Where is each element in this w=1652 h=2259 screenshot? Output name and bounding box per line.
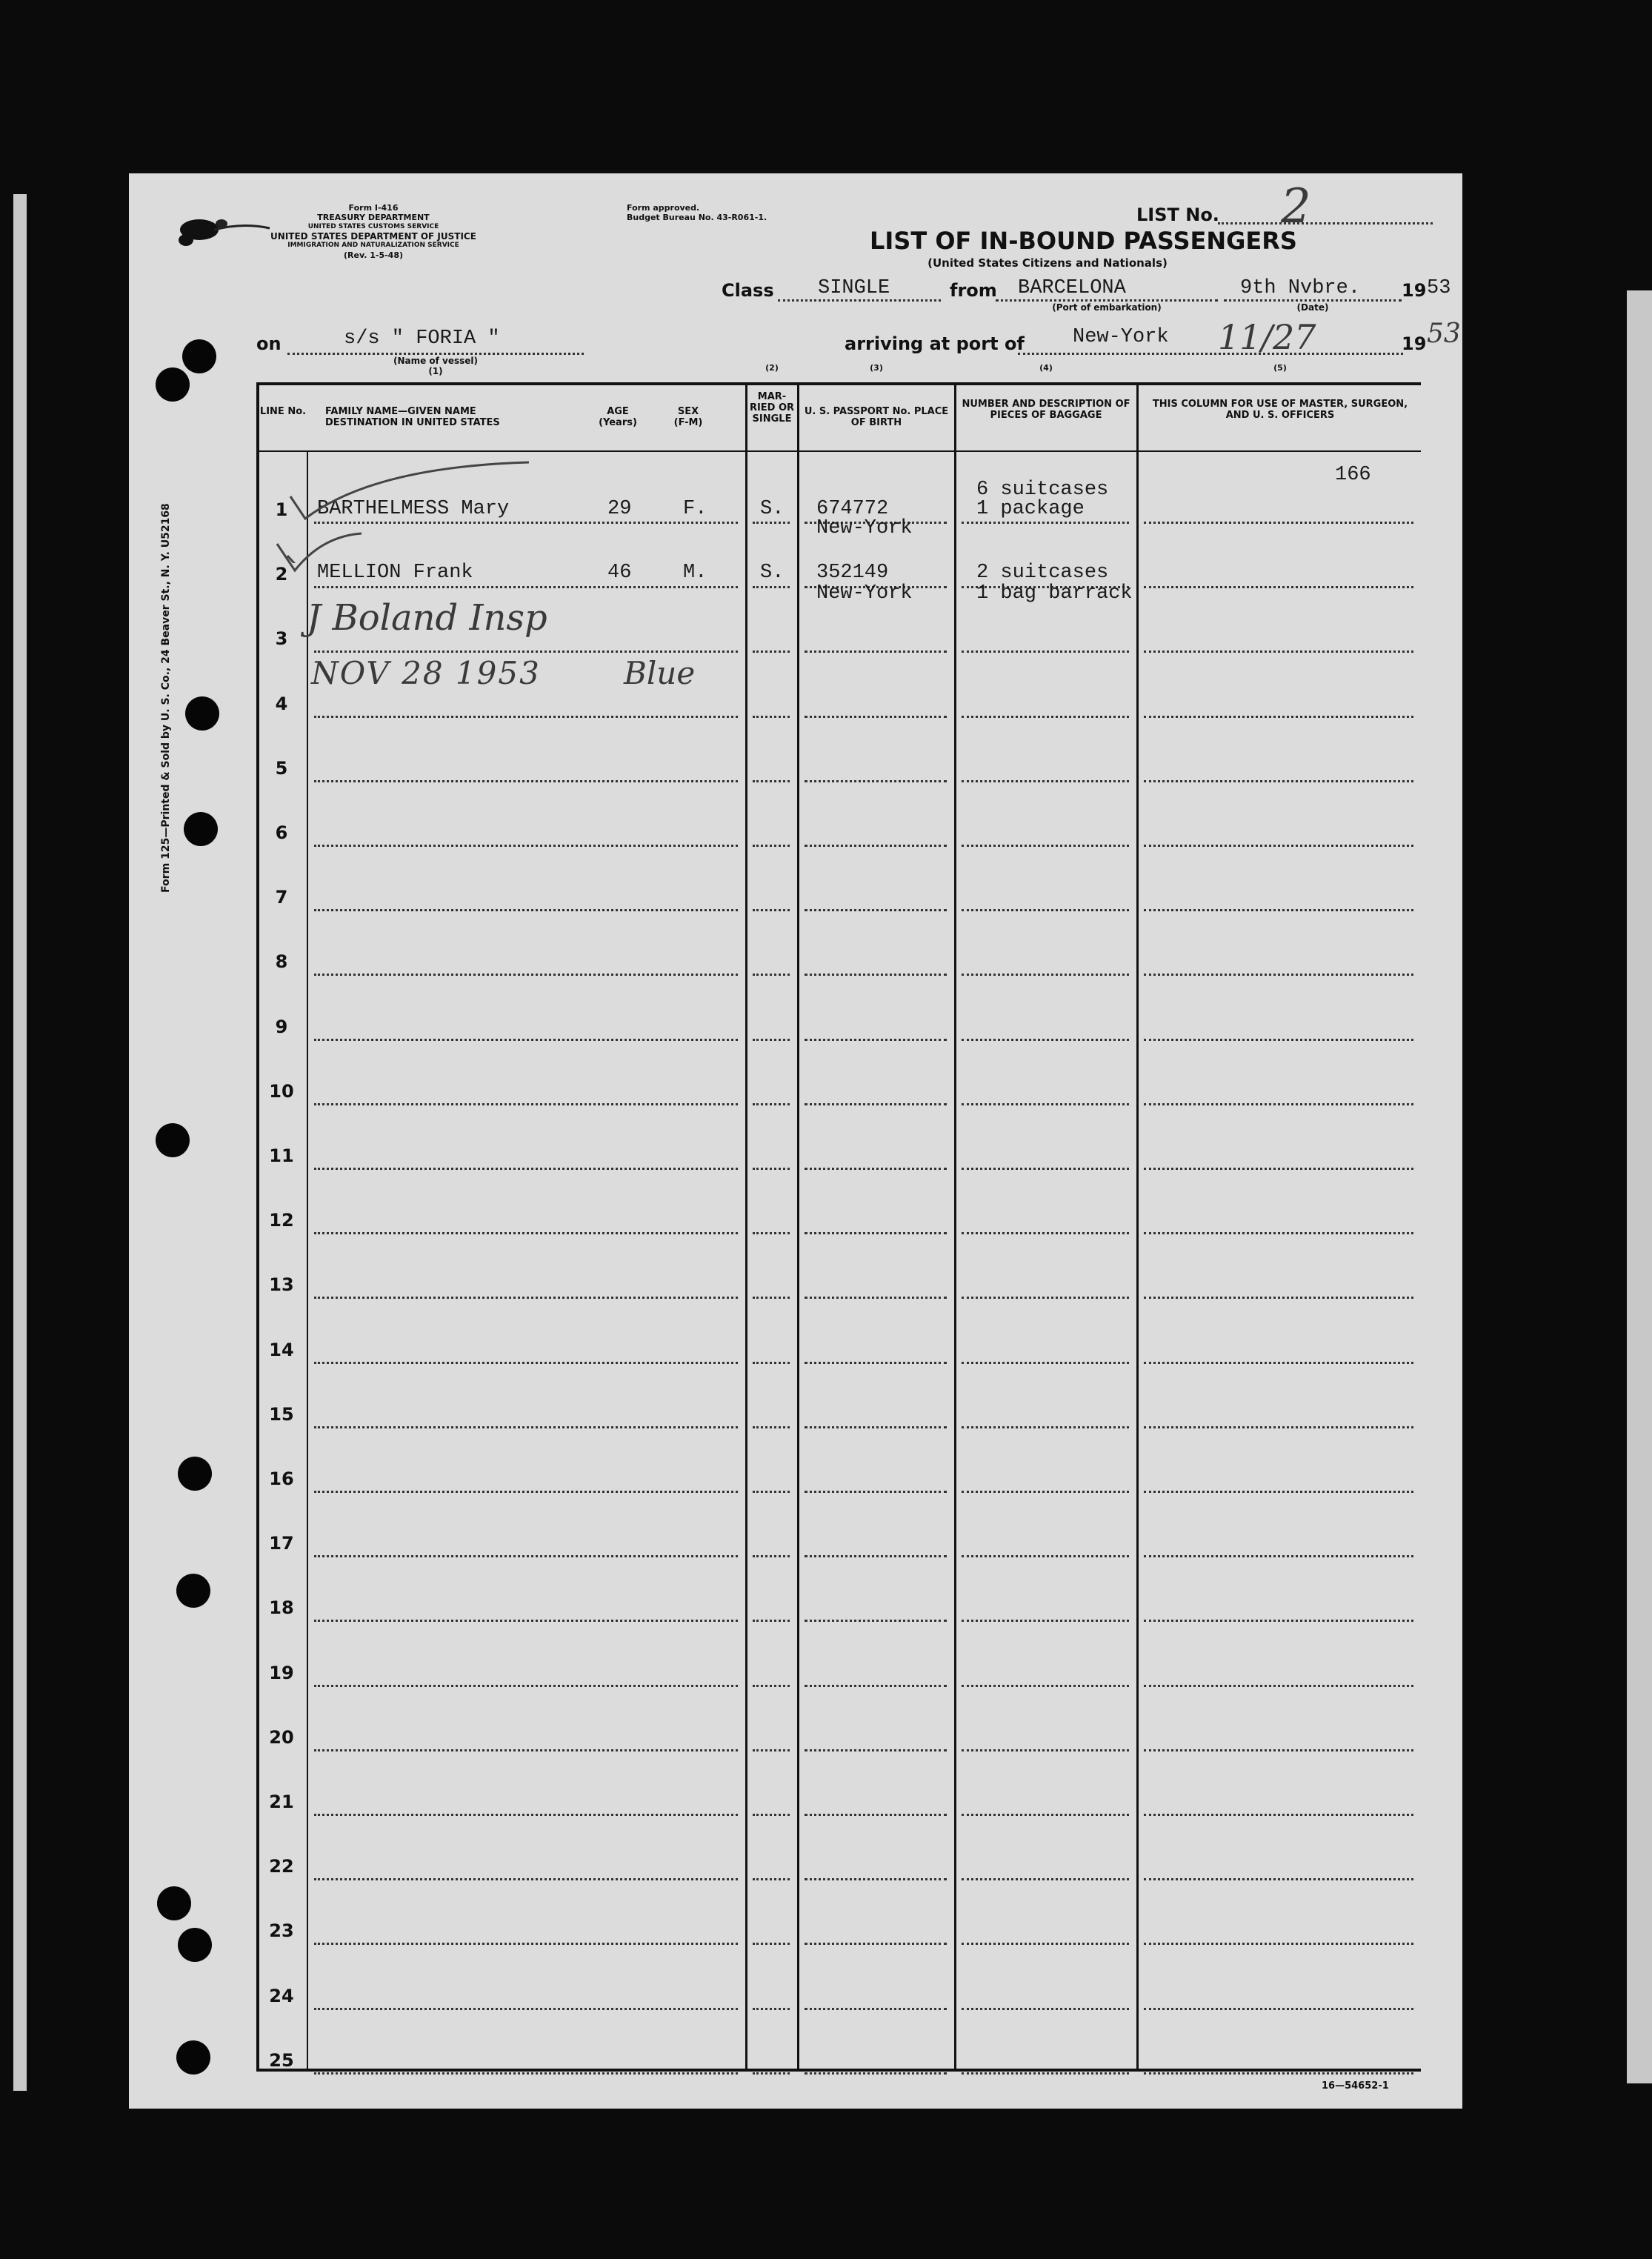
row-rule [753, 586, 790, 588]
arrival-port: New-York [1073, 326, 1169, 348]
row-rule [805, 1039, 947, 1041]
row-rule [753, 1232, 790, 1234]
row-rule [314, 1039, 738, 1041]
row-rule [962, 2072, 1129, 2075]
binder-hole [182, 339, 216, 373]
row-rule [753, 1749, 790, 1751]
row-rule [1144, 1749, 1413, 1751]
header-age: AGE (Years) [599, 406, 637, 428]
header-officers: THIS COLUMN FOR USE OF MASTER, SURGEON, AND U. S. OFFICERS [1152, 399, 1408, 421]
check-mark-icon [270, 529, 366, 581]
row-rule [962, 522, 1129, 524]
line-number: 24 [269, 1986, 294, 2006]
row-rule [1144, 909, 1413, 911]
row-rule [962, 1039, 1129, 1041]
port-of-embarkation: BARCELONA [1018, 277, 1126, 299]
row-rule [962, 1491, 1129, 1493]
row-rule [805, 1168, 947, 1170]
row-rule [805, 1426, 947, 1428]
passenger-1-passport: 674772 [816, 498, 889, 520]
row-rule [753, 1878, 790, 1880]
row-rule [1144, 1232, 1413, 1234]
row-rule [962, 780, 1129, 782]
row-rule [962, 2008, 1129, 2010]
row-rule [1144, 1039, 1413, 1041]
row-rule [753, 716, 790, 718]
revision-date: (Rev. 1-5-48) [343, 250, 403, 260]
row-rule [753, 1362, 790, 1364]
header-family-name: FAMILY NAME—GIVEN NAME DESTINATION IN UNITED STATES [325, 406, 500, 428]
row-rule [962, 716, 1129, 718]
line-number: 12 [269, 1210, 294, 1231]
line-number: 18 [269, 1597, 294, 1618]
customs-service: UNITED STATES CUSTOMS SERVICE [307, 223, 439, 230]
row-rule [1144, 2072, 1413, 2075]
passenger-2-passport: 352149 [816, 562, 889, 584]
row-rule [1144, 1426, 1413, 1428]
arrival-date-handwritten: 11/27 [1218, 317, 1316, 357]
passenger-2-baggage-1: 2 suitcases [976, 562, 1109, 584]
row-rule [1144, 974, 1413, 976]
form-approved: Form approved. [627, 203, 700, 213]
date-caption: (Date) [1296, 302, 1329, 313]
passport-divider [954, 384, 956, 2070]
line-number: 11 [269, 1145, 294, 1166]
row-rule [1144, 1814, 1413, 1816]
binder-hole [176, 1574, 210, 1608]
row-rule [314, 974, 738, 976]
inspector-initials: Blue [624, 655, 696, 691]
line-number: 21 [269, 1791, 294, 1812]
row-rule [962, 974, 1129, 976]
row-rule [753, 1943, 790, 1945]
row-rule [1144, 1943, 1413, 1945]
passenger-2-birthplace: New-York [816, 582, 913, 605]
row-rule [805, 845, 947, 847]
department-of-justice: UNITED STATES DEPARTMENT OF JUSTICE [270, 231, 476, 242]
row-rule [753, 1620, 790, 1622]
row-rule [753, 522, 790, 524]
line-number: 6 [275, 822, 288, 843]
row-rule [314, 1232, 738, 1234]
row-rule [805, 1685, 947, 1687]
row-rule [962, 1878, 1129, 1880]
line-number: 4 [275, 693, 288, 714]
treasury-department: TREASURY DEPARTMENT [317, 213, 430, 222]
passenger-2-age: 46 [607, 562, 632, 584]
row-rule [314, 651, 738, 653]
row-rule [962, 1685, 1129, 1687]
row-rule [314, 1943, 738, 1945]
row-rule [1144, 522, 1413, 524]
line-number: 9 [275, 1017, 288, 1037]
printer-imprint: Form 125—Printed & Sold by U. S. Co., 24 Beaver St., N. Y. U52168 [160, 503, 172, 893]
row-rule [753, 1426, 790, 1428]
row-rule [314, 1168, 738, 1170]
row-rule [805, 1362, 947, 1364]
row-rule [805, 2008, 947, 2010]
passenger-list-form [129, 173, 1462, 2109]
binder-hole [156, 367, 190, 402]
arrival-year-prefix: 19 [1402, 333, 1427, 354]
row-rule [962, 1426, 1129, 1428]
line-number: 13 [269, 1274, 294, 1295]
embark-line [996, 299, 1218, 302]
form-code: 16—54652-1 [1322, 2080, 1389, 2092]
row-rule [314, 909, 738, 911]
row-rule [314, 586, 738, 588]
row-rule [805, 1297, 947, 1299]
row-rule [805, 1878, 947, 1880]
line-number: 16 [269, 1468, 294, 1489]
binder-hole [178, 1928, 212, 1962]
row-rule [1144, 1878, 1413, 1880]
inspector-signature: J Boland Insp [307, 597, 547, 639]
row-rule [314, 1620, 738, 1622]
year-value: 53 [1427, 277, 1451, 299]
header-married: MAR- RIED OR SINGLE [749, 391, 795, 425]
row-rule [753, 909, 790, 911]
passenger-1-age: 29 [607, 498, 632, 520]
vessel-column-number: (1) [428, 366, 443, 376]
row-rule [1144, 780, 1413, 782]
on-label: on [256, 333, 282, 354]
row-rule [753, 651, 790, 653]
header-passport: U. S. PASSPORT No. PLACE OF BIRTH [804, 406, 949, 428]
row-rule [1144, 651, 1413, 653]
arrival-year-handwritten: 53 [1427, 319, 1461, 349]
list-no-label: LIST No. [1136, 204, 1219, 225]
row-rule [805, 1232, 947, 1234]
passenger-1-officer-note: 166 [1335, 464, 1371, 486]
row-rule [805, 1814, 947, 1816]
row-rule [1144, 1297, 1413, 1299]
table-header-border [256, 450, 1421, 452]
binder-hole [156, 1123, 190, 1157]
row-rule [1144, 1685, 1413, 1687]
row-rule [753, 974, 790, 976]
row-rule [1144, 2008, 1413, 2010]
row-rule [314, 2072, 738, 2075]
married-divider [797, 384, 799, 2070]
binder-hole [176, 2040, 210, 2075]
row-rule [1144, 1103, 1413, 1105]
row-rule [314, 716, 738, 718]
immigration-service: IMMIGRATION AND NATURALIZATION SERVICE [287, 242, 459, 249]
row-rule [314, 1491, 738, 1493]
row-rule [1144, 1620, 1413, 1622]
table-top-border [256, 382, 1421, 385]
row-rule [753, 1491, 790, 1493]
passenger-2-baggage-2: 1 bag barrack [976, 582, 1133, 605]
binder-hole [157, 1886, 191, 1920]
date-value: 9th Nvbre. [1240, 277, 1361, 299]
row-rule [753, 2072, 790, 2075]
row-rule [314, 2008, 738, 2010]
row-rule [753, 845, 790, 847]
row-rule [753, 1685, 790, 1687]
inspection-date-handwritten: NOV 28 1953 [311, 655, 541, 691]
row-rule [1144, 716, 1413, 718]
row-rule [805, 1943, 947, 1945]
header-line-no: LINE No. [259, 406, 307, 417]
binder-hole [178, 1457, 212, 1491]
line-number: 17 [269, 1533, 294, 1554]
vessel-line [287, 353, 584, 355]
passenger-1-sex: F. [683, 498, 707, 520]
row-rule [962, 1620, 1129, 1622]
passenger-2-name: MELLION Frank [317, 562, 473, 584]
baggage-divider [1136, 384, 1139, 2070]
form-title: LIST OF IN-BOUND PASSENGERS [870, 227, 1297, 255]
row-rule [753, 1297, 790, 1299]
row-rule [805, 780, 947, 782]
row-rule [962, 1814, 1129, 1816]
row-rule [962, 909, 1129, 911]
row-rule [314, 1685, 738, 1687]
row-rule [805, 716, 947, 718]
passenger-1-baggage-1: 6 suitcases [976, 479, 1109, 501]
class-label: Class [722, 280, 774, 301]
line-number: 15 [269, 1404, 294, 1425]
arriving-label: arriving at port of [845, 333, 1025, 354]
row-rule [805, 1103, 947, 1105]
row-rule [314, 845, 738, 847]
budget-bureau: Budget Bureau No. 43-R061-1. [627, 213, 767, 222]
line-number: 14 [269, 1340, 294, 1360]
row-rule [314, 1878, 738, 1880]
list-no-value: 2 [1281, 179, 1311, 234]
row-rule [1144, 1168, 1413, 1170]
row-rule [753, 1168, 790, 1170]
name-divider [745, 384, 747, 2070]
passenger-2-marital: S. [760, 562, 785, 584]
line-number: 2 [275, 564, 288, 585]
row-rule [805, 651, 947, 653]
passenger-1-marital: S. [760, 498, 785, 520]
row-rule [805, 2072, 947, 2075]
adjacent-page-edge-left [13, 194, 27, 2091]
year-prefix: 19 [1402, 280, 1427, 301]
row-rule [962, 1362, 1129, 1364]
row-rule [1144, 1555, 1413, 1557]
passenger-1-name: BARTHELMESS Mary [317, 498, 510, 520]
row-rule [314, 1749, 738, 1751]
row-rule [805, 1620, 947, 1622]
vessel-name: s/s " FORIA " [344, 327, 500, 350]
line-number: 5 [275, 758, 288, 779]
line-number: 20 [269, 1727, 294, 1748]
date-line [1224, 299, 1402, 302]
row-rule [314, 1426, 738, 1428]
row-rule [805, 1749, 947, 1751]
line-number: 23 [269, 1920, 294, 1941]
row-rule [1144, 586, 1413, 588]
vessel-caption: (Name of vessel) [393, 356, 479, 366]
col-num-4: (4) [1039, 363, 1053, 373]
line-number: 25 [269, 2050, 294, 2071]
row-rule [805, 909, 947, 911]
row-rule [962, 1103, 1129, 1105]
line-number: 3 [275, 628, 288, 649]
line-number: 7 [275, 887, 288, 908]
row-rule [314, 1297, 738, 1299]
passenger-1-birthplace: New-York [816, 517, 913, 539]
form-number: Form I-416 [348, 203, 399, 213]
row-rule [805, 1491, 947, 1493]
row-rule [962, 651, 1129, 653]
col-num-3: (3) [870, 363, 883, 373]
row-rule [314, 1555, 738, 1557]
line-no-divider [307, 452, 308, 2070]
row-rule [1144, 1362, 1413, 1364]
ink-blot-mark [170, 207, 273, 267]
class-line [778, 299, 941, 302]
form-subtitle: (United States Citizens and Nationals) [927, 256, 1168, 270]
table-bottom-border [256, 2069, 1421, 2072]
header-baggage: NUMBER AND DESCRIPTION OF PIECES OF BAGGAGE [962, 399, 1130, 421]
col-num-2: (2) [765, 363, 779, 373]
row-rule [805, 1555, 947, 1557]
row-rule [753, 1039, 790, 1041]
line-number: 8 [275, 951, 288, 972]
row-rule [753, 1555, 790, 1557]
line-number: 10 [269, 1081, 294, 1102]
row-rule [314, 1103, 738, 1105]
adjacent-page-edge-right [1627, 290, 1652, 2083]
passenger-2-sex: M. [683, 562, 707, 584]
list-no-line [1218, 222, 1433, 224]
row-rule [753, 1814, 790, 1816]
line-number: 19 [269, 1663, 294, 1683]
binder-hole [185, 696, 219, 731]
row-rule [753, 1103, 790, 1105]
row-rule [962, 845, 1129, 847]
header-sex: SEX (F-M) [673, 406, 703, 428]
row-rule [805, 974, 947, 976]
row-rule [314, 780, 738, 782]
line-number: 22 [269, 1856, 294, 1877]
row-rule [962, 1943, 1129, 1945]
row-rule [753, 2008, 790, 2010]
row-rule [962, 1297, 1129, 1299]
row-rule [1144, 1491, 1413, 1493]
row-rule [1144, 845, 1413, 847]
passenger-1-baggage-2: 1 package [976, 498, 1085, 520]
row-rule [962, 1168, 1129, 1170]
row-rule [962, 1232, 1129, 1234]
row-rule [753, 780, 790, 782]
embark-caption: (Port of embarkation) [1052, 302, 1162, 313]
line-number: 1 [275, 499, 288, 520]
row-rule [962, 1749, 1129, 1751]
from-label: from [950, 280, 997, 301]
class-value: SINGLE [818, 277, 890, 299]
row-rule [314, 1814, 738, 1816]
row-rule [314, 1362, 738, 1364]
col-num-5: (5) [1273, 363, 1287, 373]
row-rule [962, 1555, 1129, 1557]
binder-hole [184, 812, 218, 846]
arrival-line [1018, 353, 1403, 355]
